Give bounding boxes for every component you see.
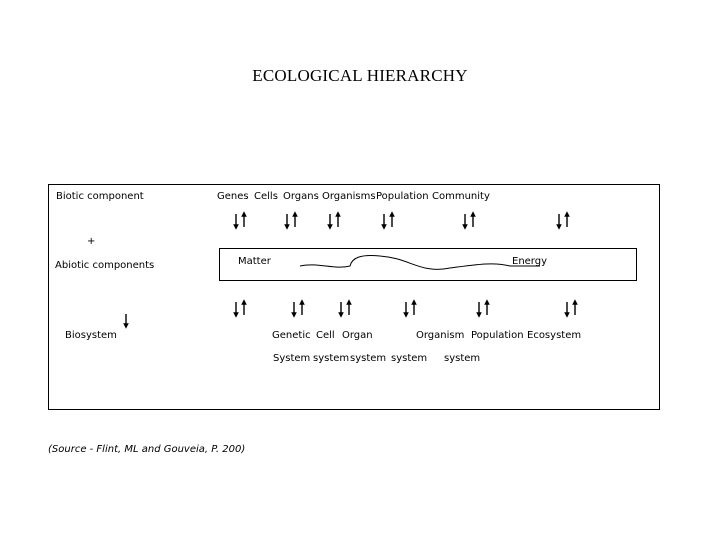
population-label: Population bbox=[376, 191, 429, 202]
lower-arrow-pair-2 bbox=[294, 302, 302, 315]
lower-arrow-pair-1 bbox=[236, 302, 244, 315]
diagram-title: ECOLOGICAL HIERARCHY bbox=[252, 66, 468, 85]
source-citation: (Source - Flint, ML and Gouveia, P. 200) bbox=[48, 444, 246, 455]
genes-label: Genes bbox=[217, 191, 249, 202]
upper-arrow-pair-3 bbox=[330, 214, 338, 227]
ecosystem-label: Ecosystem bbox=[527, 330, 582, 341]
organ-label: Organ bbox=[342, 330, 373, 341]
organism-label: Organism bbox=[416, 330, 465, 341]
cells-label: Cells bbox=[254, 191, 278, 202]
lower-arrow-pair-3 bbox=[341, 302, 349, 315]
upper-arrow-pair-4 bbox=[384, 214, 392, 227]
plus-sign: + bbox=[87, 236, 96, 247]
system-label-1: System bbox=[273, 353, 311, 364]
system-label-5: system bbox=[444, 353, 481, 364]
organisms-label: Organisms bbox=[322, 191, 376, 202]
matter-energy-flow-curve bbox=[300, 255, 540, 269]
cell-label: Cell bbox=[316, 330, 335, 341]
energy-label: Energy bbox=[512, 256, 548, 267]
upper-arrow-pair-6 bbox=[559, 214, 567, 227]
matter-label: Matter bbox=[238, 256, 271, 267]
community-label: Community bbox=[432, 191, 490, 202]
biosystem-label: Biosystem bbox=[65, 330, 117, 341]
lower-arrow-pair-6 bbox=[567, 302, 575, 315]
population-system-label: Population bbox=[471, 330, 524, 341]
lower-arrow-pair-4 bbox=[406, 302, 414, 315]
upper-arrow-pair-5 bbox=[465, 214, 473, 227]
lower-arrow-pair-5 bbox=[479, 302, 487, 315]
abiotic-components-label: Abiotic components bbox=[55, 260, 155, 271]
upper-arrow-pair-2 bbox=[287, 214, 295, 227]
organs-label: Organs bbox=[283, 191, 319, 202]
system-label-4: system bbox=[391, 353, 428, 364]
upper-arrow-pair-1 bbox=[236, 214, 244, 227]
system-label-2: system bbox=[313, 353, 350, 364]
system-label-3: system bbox=[350, 353, 387, 364]
biotic-component-label: Biotic component bbox=[56, 191, 144, 202]
genetic-label: Genetic bbox=[272, 330, 311, 341]
